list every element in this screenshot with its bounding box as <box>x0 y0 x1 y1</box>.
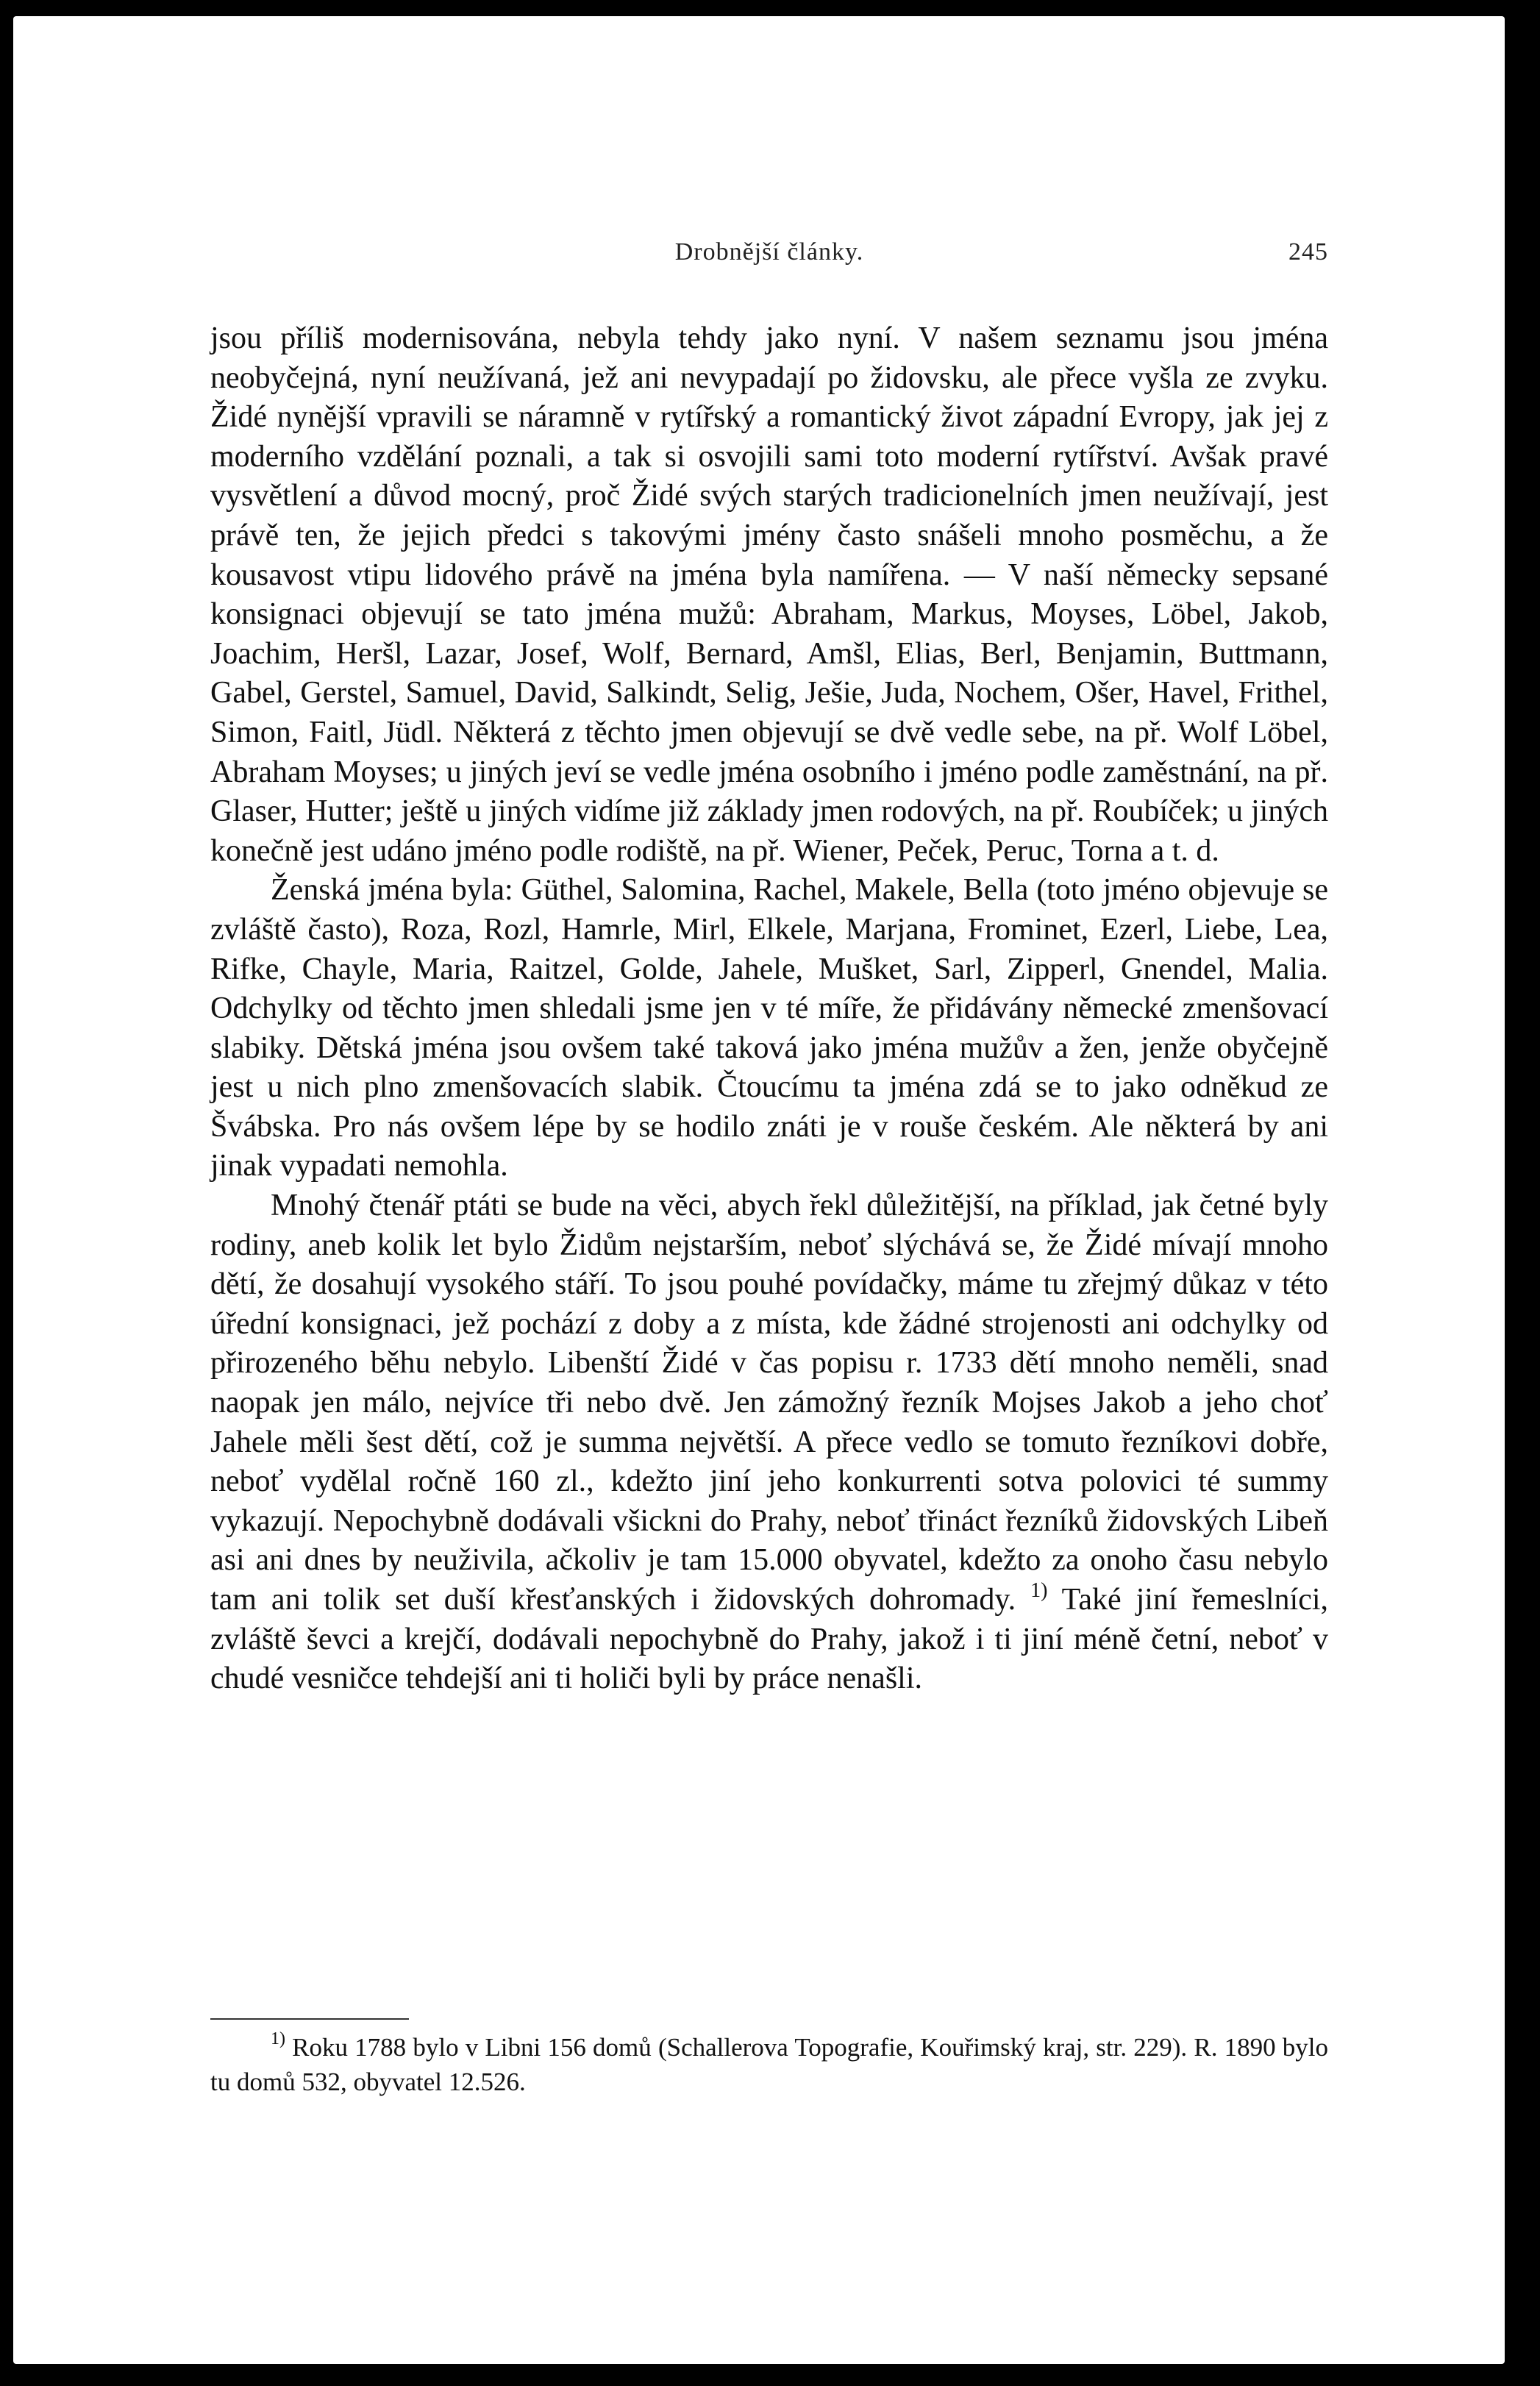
footnote-divider <box>210 2018 409 2020</box>
paragraph-3-continuation: Také jiní řemeslníci, zvláště ševci a krejčí, dodávali nepochybně do Prahy, jakož i ti jiní méně četní, neboť v chudé vesničce tehdejší ani ti holiči byli by práce nenašli. <box>210 1583 1329 1696</box>
body-text <box>210 319 1328 1699</box>
paragraph-2: Ženská jména byla: Güthel, Salomina, Rachel, Makele, Bella (toto jméno objevuje se zvláště často), Roza, Rozl, Hamrle, Mirl, Elkele, Marjana, Frominet, Ezerl, Liebe, Lea, Rifke, Chayle, Maria, Raitzel, Golde, Jahele, Mušket, Sarl, Zipperl, Gnendel, Malia. Odchylky od těchto jmen shledali jsme jen v té míře, že přidávány německé zmenšovací slabiky. Dětská jména jsou ovšem také taková jako jména mužův a žen, jenže obyčejně jest u nich plno zmenšovacích slabik. Čtoucímu ta jména zdá se to jako odněkud ze Švábska. Pro nás ovšem lépe by se hodilo znáti je v rouše českém. Ale některá by ani jinak vypadati nemohla. <box>210 873 1328 1183</box>
paragraph-3-text: Mnohý čtenář ptáti se bude na věci, abych řekl důležitější, na příklad, jak četné byly rodiny, aneb kolik let bylo Židům nejstarším, neboť slýchává se, že Židé mívají mnoho dětí, že dosahují vysokého stáří. To jsou pouhé povídačky, máme tu zřejmý důkaz v této úřední konsignaci, jež pochází z doby a z místa, kde žádné strojenosti ani odchylky od přirozeného běhu nebylo. Libenští Židé v čas popisu r. 1733 dětí mnoho neměli, snad naopak jen málo, nejvíce tři nebo dvě. Jen zámožný řezník Mojses Jakob a jeho choť Jahele měli šest dětí, což je summa největší. A přece vedlo se tomuto řezníkovi dobře, neboť vydělal ročně 160 zl., kdežto jiní jeho konkurrenti sotva polovici té summy vykazují. Nepochybně dodávali všickni do Prahy, neboť třináct řezníků židovských Libeň asi ani dnes by neuživila, ačkoliv je tam 15.000 obyvatel, kdežto za onoho času nebylo tam ani tolik set duší křesťanských i židovských dohromady. <box>210 1189 1328 1617</box>
document-page <box>13 16 1505 2364</box>
footnote-marker: 1) <box>271 2029 285 2048</box>
footnote-text: Roku 1788 bylo v Libni 156 domů (Schallerova Topografie, Kouřimský kraj, str. 229). R. 1890 bylo tu domů 532, obyvatel 12.526. <box>210 2033 1328 2096</box>
running-title: Drobnější články. <box>674 238 864 266</box>
paragraph-1: jsou příliš modernisována, nebyla tehdy jako nyní. V našem seznamu jsou jména neobyčejná, nyní neužívaná, jež ani nevypadají po židovsku, ale přece vyšla ze zvyku. Židé nynější vpravili se náramně v rytířský a romantický život západní Evropy, jak jej z moderního vzdělání poznali, a tak si osvojili sami toto moderní rytířství. Avšak pravé vysvětlení a důvod mocný, proč Židé svých starých tradicionelních jmen neužívají, jest právě ten, že jejich předci s takovými jmény často snášeli mnoho posměchu, a že kousavost vtipu lidového právě na jména byla namířena. — V naší německy sepsané konsignaci objevují se tato jména mužů: Abraham, Markus, Moyses, Löbel, Jakob, Joachim, Heršl, Lazar, Josef, Wolf, Bernard, Amšl, Elias, Berl, Benjamin, Buttmann, Gabel, Gerstel, Samuel, David, Salkindt, Selig, Ješie, Juda, Nochem, Ošer, Havel, Frithel, Simon, Faitl, Jüdl. Některá z těchto jmen objevují se dvě vedle sebe, na př. Wolf Löbel, Abraham Moyses; u jiných jeví se vedle jména osobního i jméno podle zaměstnání, na př. Glaser, Hutter; ještě u jiných vidíme již základy jmen rodových, na př. Roubíček; u jiných konečně jest udáno jméno podle rodiště, na př. Wiener, Peček, Peruc, Torna a t. d. <box>210 321 1328 868</box>
page-header <box>210 238 1328 275</box>
footnote <box>210 2030 1328 2099</box>
footnote-reference: 1) <box>1030 1579 1048 1602</box>
paragraph-3 <box>210 1186 1328 1699</box>
page-number: 245 <box>1288 238 1328 266</box>
